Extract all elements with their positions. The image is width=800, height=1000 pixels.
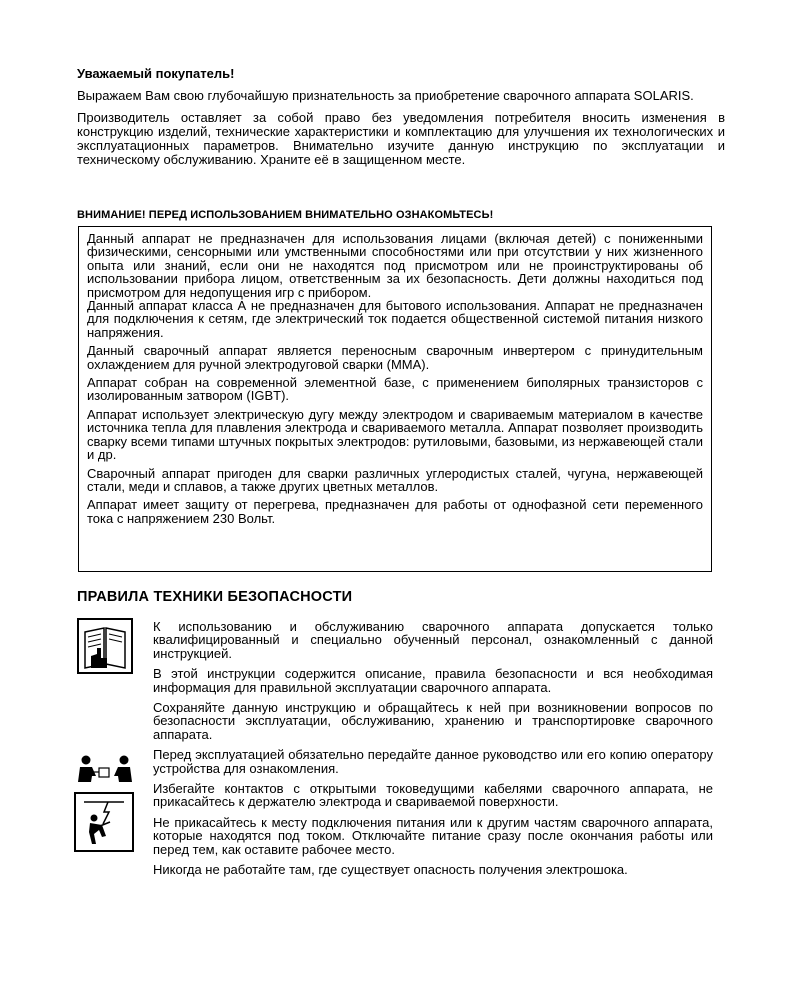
warning-box [78, 226, 712, 572]
warning-title: ВНИМАНИЕ! ПЕРЕД ИСПОЛЬЗОВАНИЕМ ВНИМАТЕЛЬНО ОЗНАКОМЬТЕСЬ! [77, 209, 494, 221]
warning-paragraph: Аппарат использует электрическую дугу между электродом и свариваемым материалом в качестве источника тепла для плавления электрода и свариваемого металла. Аппарат позволяет производить сварку всеми типами штучных покрытых электродов: рутиловыми, базовыми, из нержавеющей стали и др. [87, 406, 703, 463]
safety-paragraph: Не прикасайтесь к месту подключения питания или к другим частям сварочного аппарата, которые находятся под током. Отключайте питание сразу после окончания работы или перед тем, как оставите рабочее место. [153, 814, 713, 857]
safety-paragraph: К использованию и обслуживанию сварочного аппарата допускается только квалифицированный и специально обученный персонал, ознакомленный с данной инструкцией. [153, 619, 713, 661]
safety-paragraph: Избегайте контактов с открытыми токоведущими кабелями сварочного аппарата, не прикасайтесь к держателю электрода и свариваемой поверхности. [153, 781, 713, 810]
warning-paragraph: Данный аппарат класса А не предназначен для бытового использования. Аппарат не предназначен для подключения к сетям, где электрический ток подается общественной системой питания низкого напряжения. [87, 298, 703, 340]
safety-paragraph: В этой инструкции содержится описание, правила безопасности и вся необходимая информация для правильной эксплуатации сварочного аппарата. [153, 666, 713, 695]
warning-paragraph: Аппарат имеет защиту от перегрева, предназначен для работы от однофазной сети переменного тока с напряжением 230 Вольт. [87, 497, 703, 526]
safety-paragraph: Сохраняйте данную инструкцию и обращайтесь к ней при возникновении вопросов по безопасности эксплуатации, обслуживанию, хранению и транспортировке сварочного аппарата. [153, 700, 713, 742]
safety-paragraph: Никогда не работайте там, где существует опасность получения электрошока. [153, 862, 628, 878]
safety-section-title: ПРАВИЛА ТЕХНИКИ БЕЗОПАСНОСТИ [77, 589, 353, 605]
greeting-paragraph: Выражаем Вам свою глубочайшую признательность за приобретение сварочного аппарата SOLARIS. [77, 88, 694, 103]
warning-paragraph: Сварочный аппарат пригоден для сварки различных углеродистых сталей, чугуна, нержавеющей стали, меди и сплавов, а также других цветных металлов. [87, 465, 703, 494]
warning-paragraph: Аппарат собран на современной элементной базе, с применением биполярных транзисторов с изолированным затвором (IGBT). [87, 375, 703, 404]
operator-handover-icon [74, 754, 136, 784]
greeting-heading: Уважаемый покупатель! [77, 66, 235, 81]
safety-text [153, 620, 713, 884]
read-manual-icon [77, 618, 133, 674]
greeting-paragraph: Производитель оставляет за собой право без уведомления потребителя вносить изменения в конструкцию изделий, технические характеристики и комплектацию для улучшения их технологических и эксплуатационных параметров. Внимательно изучите данную инструкцию по эксплуатации и техническому обслуживанию. Храните её в защищенном месте. [77, 110, 725, 167]
warning-paragraph: Данный сварочный аппарат является переносным сварочным инвертером с принудительным охлаждением для ручной электродуговой сварки (ММА). [87, 343, 703, 372]
warning-paragraph: Данный аппарат не предназначен для использования лицами (включая детей) с пониженными физическими, сенсорными или умственными способностями или при отсутствии у них жизненного опыта или знаний, если они не находятся под присмотром или не проинструктированы об использовании прибора лицом, ответственным за их безопасность. Дети должны находиться под присмотром для недопущения игр с прибором. [87, 231, 703, 300]
safety-paragraph: Перед эксплуатацией обязательно передайте данное руководство или его копию оператору устройства для ознакомления. [153, 747, 713, 776]
electric-shock-icon [74, 792, 134, 852]
greeting-block [77, 67, 725, 175]
